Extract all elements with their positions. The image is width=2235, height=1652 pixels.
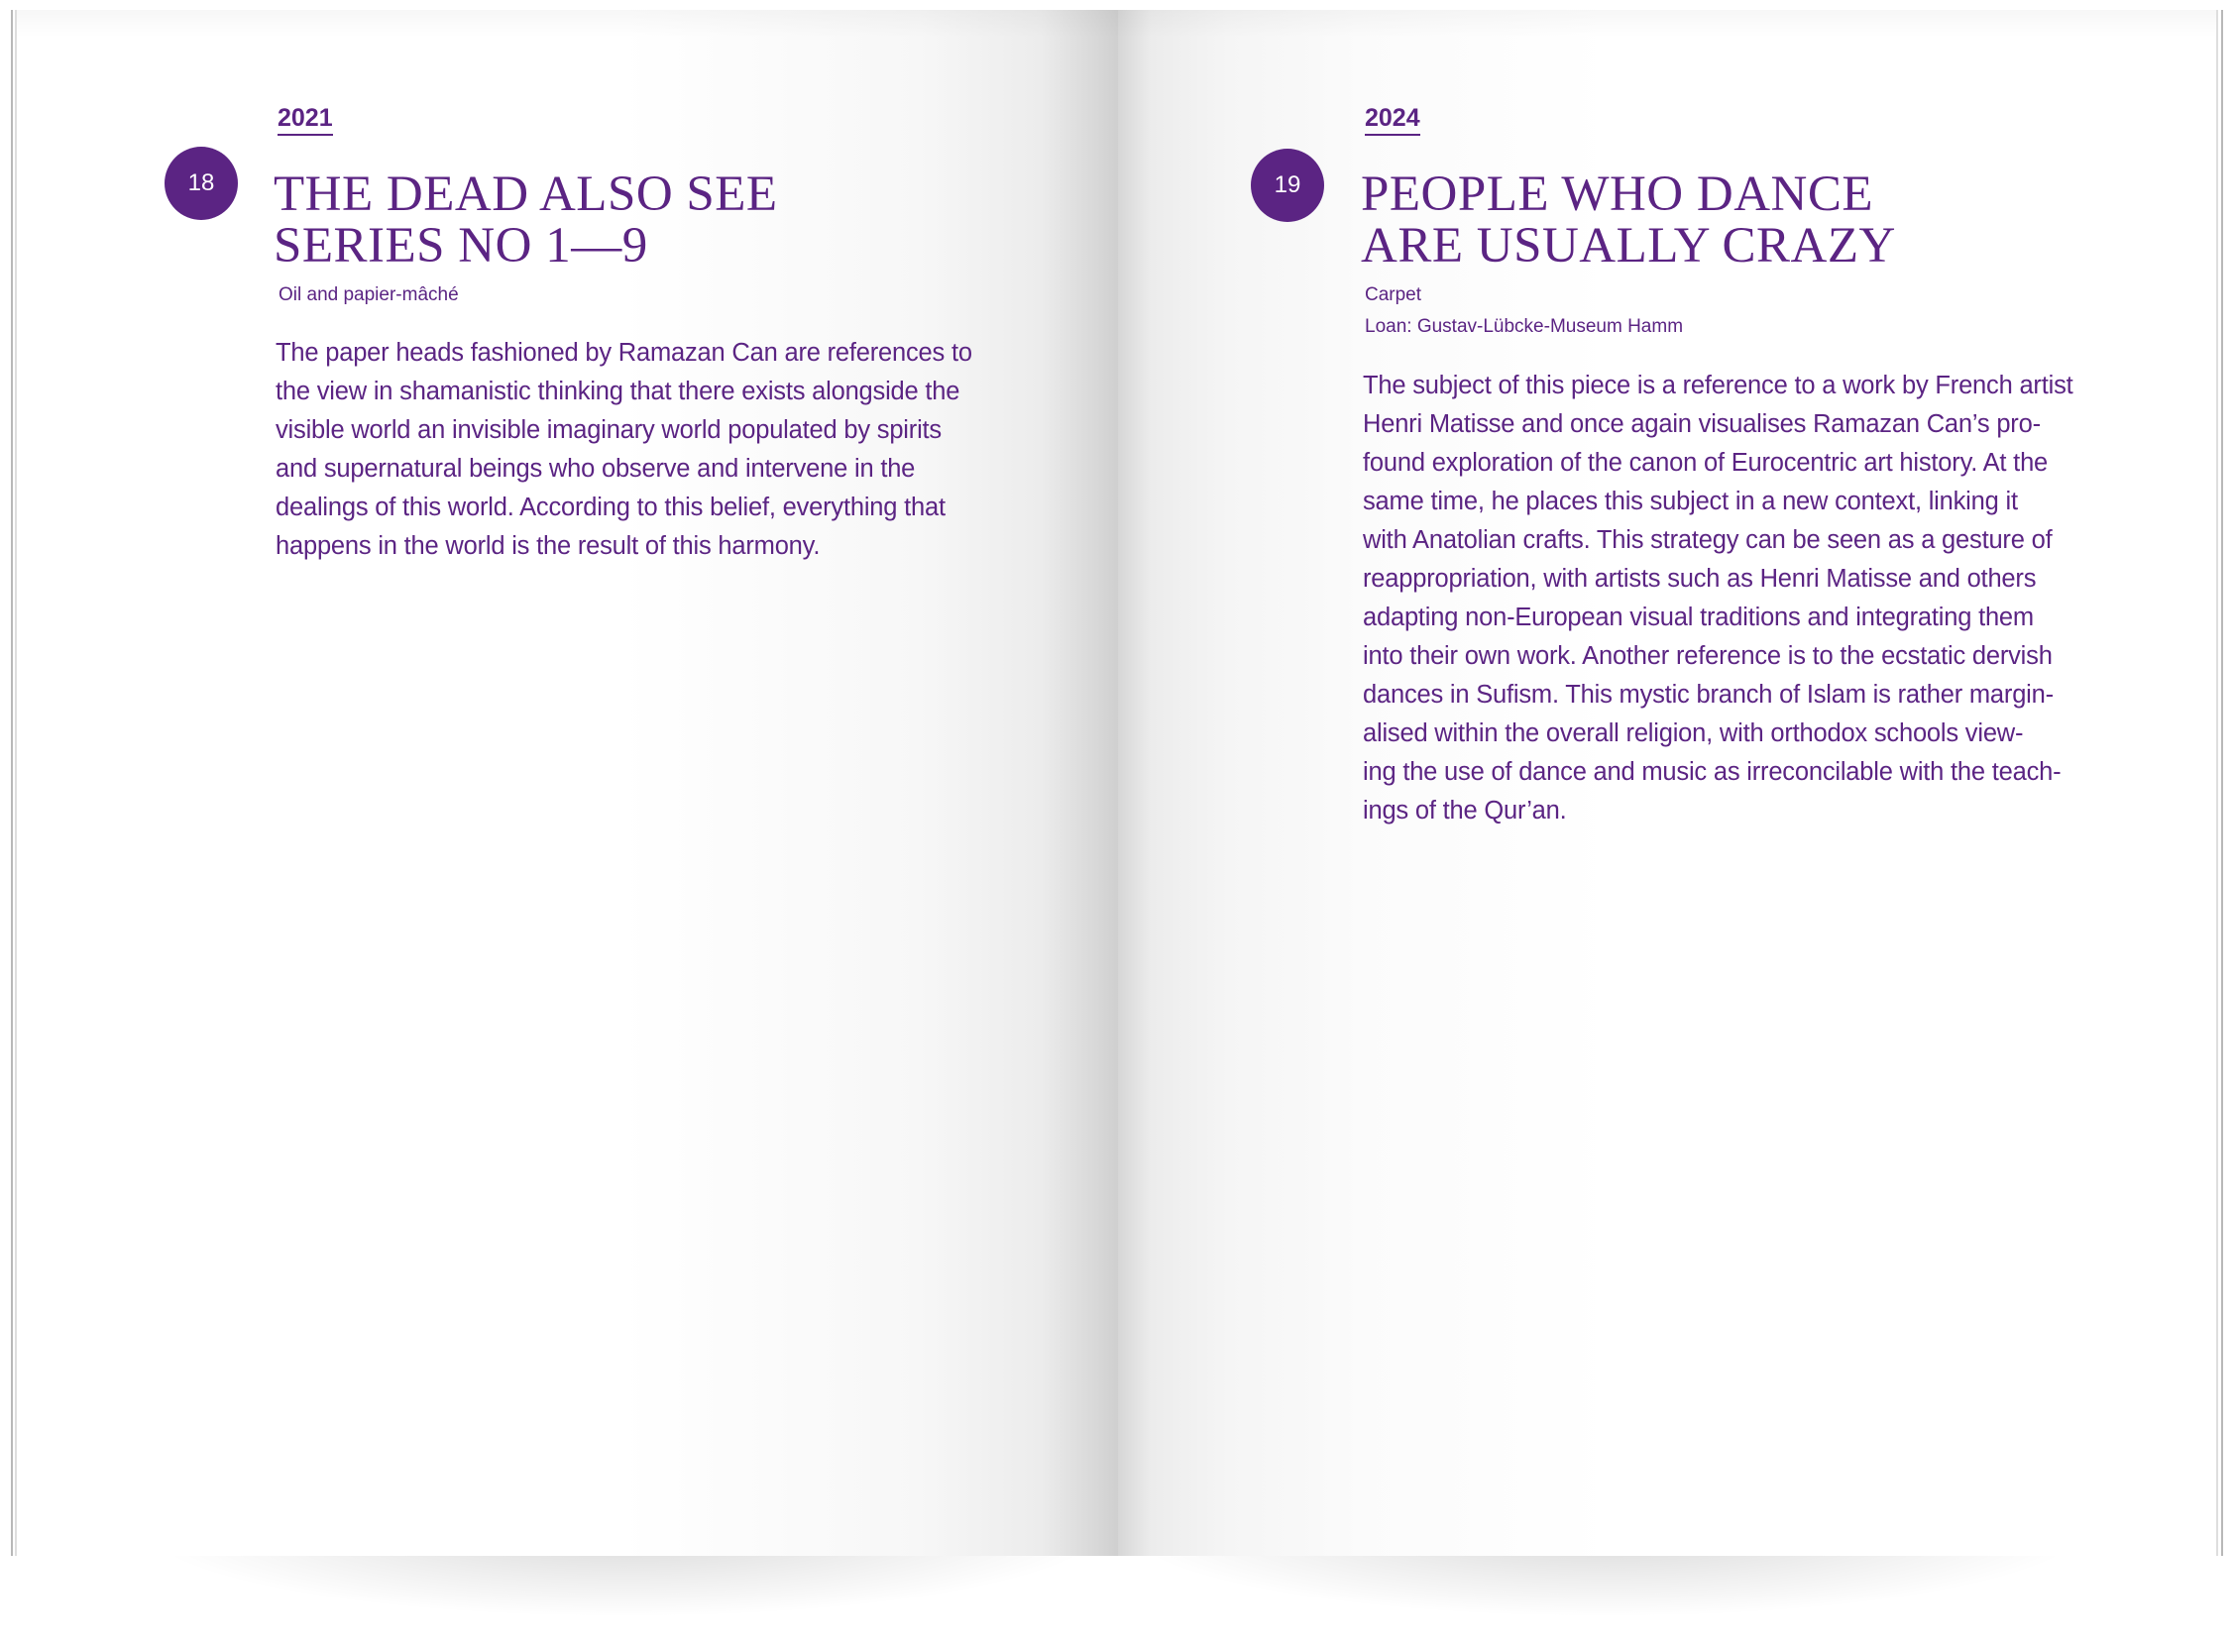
left-body-line: dealings of this world. According to this belief, everything that (276, 494, 946, 521)
left-page-edge-outer (11, 10, 13, 1556)
right-body-line: adapting non-European visual traditions and integrating them (1363, 604, 2034, 631)
left-artwork-title (274, 168, 778, 272)
right-body-line: alised within the overall religion, with orthodox schools view- (1363, 719, 2024, 747)
left-page-edge-inner (15, 10, 17, 1556)
right-body-line: with Anatolian crafts. This strategy can be seen as a gesture of (1363, 526, 2053, 554)
left-body-line: the view in shamanistic thinking that there exists alongside the (276, 378, 960, 405)
right-catalogue-number-badge: 19 (1251, 149, 1324, 222)
right-artwork-title (1361, 168, 1896, 272)
right-body-line: into their own work. Another reference is to the ecstatic dervish (1363, 642, 2053, 670)
left-page-top-shade (15, 10, 1118, 38)
right-body-line: ings of the Qur’an. (1363, 797, 1567, 825)
right-body-line: The subject of this piece is a reference to a work by French artist (1363, 372, 2073, 399)
right-body-line: Henri Matisse and once again visualises Ramazan Can’s pro- (1363, 410, 2041, 438)
left-body-line: The paper heads fashioned by Ramazan Can are references to (276, 339, 972, 367)
right-page (1118, 10, 2218, 1556)
right-loan: Loan: Gustav-Lübcke-Museum Hamm (1365, 316, 1684, 337)
left-body-line: happens in the world is the result of this harmony. (276, 532, 821, 560)
left-body-text (276, 334, 972, 566)
left-year: 2021 (278, 103, 333, 136)
left-body-line: visible world an invisible imaginary world populated by spirits (276, 416, 942, 444)
left-medium: Oil and papier-mâché (279, 284, 459, 305)
right-page-edge-outer (2221, 10, 2223, 1556)
right-artwork-meta (1365, 279, 1683, 343)
right-body-line: found exploration of the canon of Eurocentric art history. At the (1363, 449, 2049, 477)
right-year: 2024 (1365, 103, 1420, 136)
right-medium: Carpet (1365, 284, 1422, 305)
left-body-line: and supernatural beings who observe and intervene in the (276, 455, 916, 483)
right-page-edge-inner (2216, 10, 2218, 1556)
left-catalogue-number-badge: 18 (165, 147, 238, 220)
left-artwork-meta (279, 279, 459, 311)
right-body-line: same time, he places this subject in a new context, linking it (1363, 488, 2018, 515)
right-body-text (1363, 367, 2073, 830)
left-title-line-1: THE DEAD ALSO SEE (274, 166, 778, 222)
right-page-top-shade (1118, 10, 2218, 38)
left-page (15, 10, 1118, 1556)
right-body-line: reappropriation, with artists such as Henri Matisse and others (1363, 565, 2037, 593)
right-title-line-2: ARE USUALLY CRAZY (1361, 218, 1896, 274)
left-title-line-2: SERIES NO 1—9 (274, 218, 648, 274)
right-title-line-1: PEOPLE WHO DANCE (1361, 166, 1874, 222)
right-body-line: ing the use of dance and music as irreconcilable with the teach- (1363, 758, 2062, 786)
right-body-line: dances in Sufism. This mystic branch of Islam is rather margin- (1363, 681, 2054, 709)
